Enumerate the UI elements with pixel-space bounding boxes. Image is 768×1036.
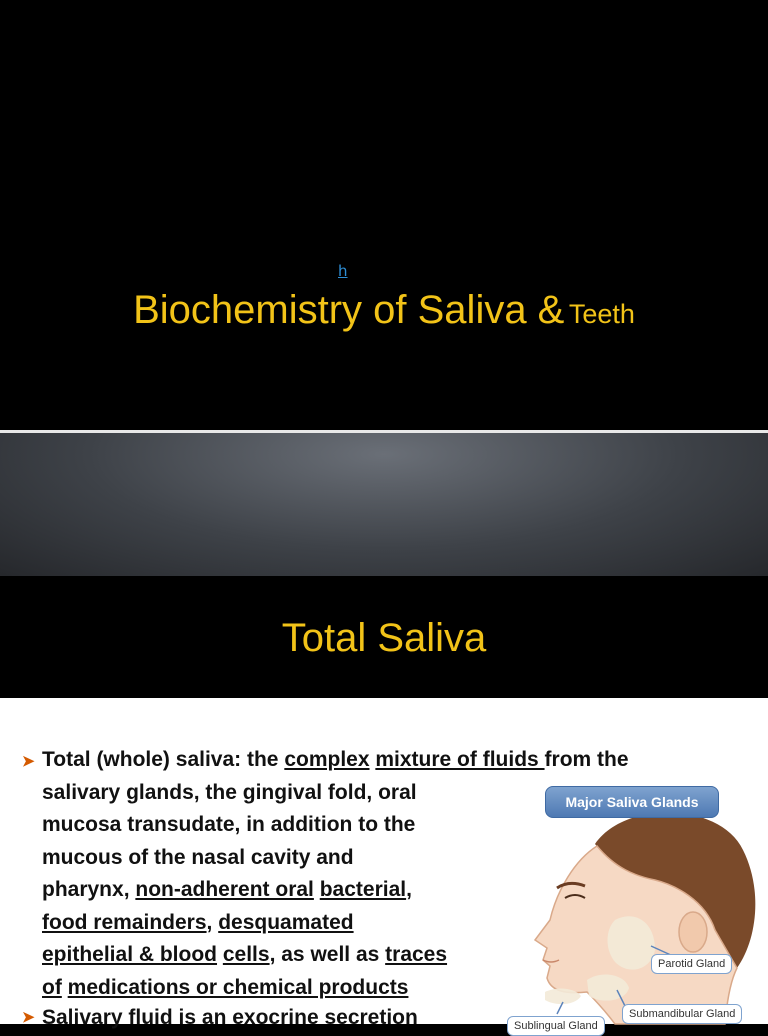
underlined-term: bacterial <box>319 878 407 901</box>
underlined-term: non-adherent oral <box>135 878 314 901</box>
paragraph-line <box>22 809 502 842</box>
text-segment: mucous of the nasal cavity and <box>42 845 354 869</box>
bullet2-text: Salivary fluid is an exocrine secretion <box>42 1006 418 1029</box>
figure-title-badge: Major Saliva Glands <box>545 786 719 818</box>
bullet-arrow-icon-2: ➤ <box>22 1009 35 1026</box>
text-segment: pharynx, <box>42 878 136 901</box>
bullet-paragraph <box>22 744 629 1004</box>
text-segment: from the <box>544 748 629 771</box>
paragraph-line <box>22 777 502 810</box>
paragraph-line <box>22 939 502 972</box>
bullet-arrow-icon: ➤ <box>22 753 35 770</box>
underlined-term: epithelial & blood <box>42 943 218 966</box>
gradient-band <box>0 433 768 576</box>
slide-title <box>0 288 768 333</box>
underlined-term: medications or chemical products <box>67 975 409 999</box>
parotid-label: Parotid Gland <box>651 954 732 974</box>
text-segment: salivary glands, the gingival fold, oral <box>42 780 417 804</box>
title-main: Biochemistry of Saliva & <box>133 288 565 332</box>
underlined-term: cells <box>222 943 270 966</box>
content-slide <box>0 698 768 1032</box>
underlined-term: traces <box>385 943 448 966</box>
paragraph-line <box>22 874 502 907</box>
bullet-paragraph-2 <box>22 1006 418 1030</box>
saliva-glands-figure <box>505 780 768 1032</box>
submandibular-label: Submandibular Gland <box>622 1004 742 1024</box>
text-segment: , as well as <box>269 943 386 966</box>
text-segment: Total (whole) saliva: the <box>42 748 285 771</box>
paragraph-line <box>22 842 502 875</box>
underlined-term: complex <box>284 748 370 771</box>
title-slide <box>0 0 768 430</box>
underlined-term: food remainders <box>42 910 207 934</box>
ear-shape <box>679 912 707 952</box>
section-title: Total Saliva <box>281 616 487 660</box>
paragraph-line <box>22 744 629 777</box>
text-segment: , <box>406 878 412 901</box>
paragraph-line <box>22 907 502 940</box>
title-small: Teeth <box>568 299 635 329</box>
sublingual-label: Sublingual Gland <box>507 1016 605 1036</box>
underlined-term: desquamated <box>218 910 354 934</box>
slide-link[interactable]: h <box>338 262 348 280</box>
text-segment: mucosa transudate, in addition to the <box>42 813 416 836</box>
underlined-term: of <box>42 975 62 999</box>
underlined-term: mixture of fluids <box>375 748 545 771</box>
paragraph-line <box>22 972 502 1005</box>
text-segment: , <box>206 910 219 934</box>
